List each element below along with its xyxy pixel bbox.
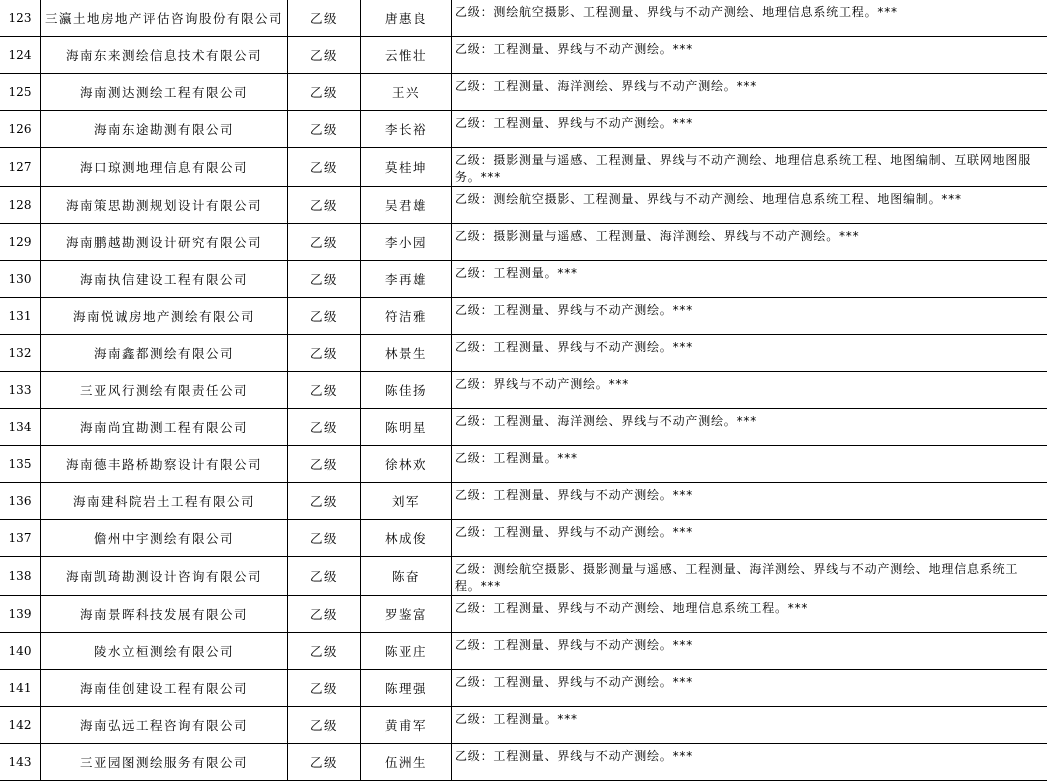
legal-representative-cell: 唐惠良 bbox=[361, 0, 452, 37]
grade-cell: 乙级 bbox=[288, 298, 361, 335]
grade-cell: 乙级 bbox=[288, 557, 361, 596]
row-number-cell: 130 bbox=[0, 261, 41, 298]
company-name-cell: 儋州中宇测绘有限公司 bbox=[41, 520, 288, 557]
row-number-cell: 126 bbox=[0, 111, 41, 148]
legal-representative-cell: 符洁雅 bbox=[361, 298, 452, 335]
table-row bbox=[0, 224, 1047, 261]
grade-cell: 乙级 bbox=[288, 483, 361, 520]
company-name-cell: 海南佳创建设工程有限公司 bbox=[41, 670, 288, 707]
table-row bbox=[0, 372, 1047, 409]
legal-representative-cell: 王兴 bbox=[361, 74, 452, 111]
company-name-cell: 海南鹏越勘测设计研究有限公司 bbox=[41, 224, 288, 261]
company-name-cell: 海南尚宜勘测工程有限公司 bbox=[41, 409, 288, 446]
table-row bbox=[0, 409, 1047, 446]
grade-cell: 乙级 bbox=[288, 707, 361, 744]
company-name-cell: 海南测达测绘工程有限公司 bbox=[41, 74, 288, 111]
business-scope-cell: 乙级：工程测量、海洋测绘、界线与不动产测绘。*** bbox=[452, 409, 1047, 446]
business-scope-cell: 乙级：工程测量、界线与不动产测绘。*** bbox=[452, 520, 1047, 557]
legal-representative-cell: 陈佳扬 bbox=[361, 372, 452, 409]
table-row bbox=[0, 111, 1047, 148]
company-name-cell: 三瀛土地房地产评估咨询股份有限公司 bbox=[41, 0, 288, 37]
company-name-cell: 三亚园图测绘服务有限公司 bbox=[41, 744, 288, 781]
legal-representative-cell: 陈奋 bbox=[361, 557, 452, 596]
business-scope-cell: 乙级：工程测量、界线与不动产测绘。*** bbox=[452, 37, 1047, 74]
company-name-cell: 海南策思勘测规划设计有限公司 bbox=[41, 187, 288, 224]
grade-cell: 乙级 bbox=[288, 37, 361, 74]
row-number-cell: 125 bbox=[0, 74, 41, 111]
row-number-cell: 131 bbox=[0, 298, 41, 335]
company-name-cell: 海南东途勘测有限公司 bbox=[41, 111, 288, 148]
legal-representative-cell: 陈理强 bbox=[361, 670, 452, 707]
grade-cell: 乙级 bbox=[288, 372, 361, 409]
business-scope-cell: 乙级：工程测量。*** bbox=[452, 261, 1047, 298]
table-row bbox=[0, 0, 1047, 37]
table-row bbox=[0, 520, 1047, 557]
legal-representative-cell: 罗鉴富 bbox=[361, 596, 452, 633]
row-number-cell: 143 bbox=[0, 744, 41, 781]
legal-representative-cell: 林景生 bbox=[361, 335, 452, 372]
grade-cell: 乙级 bbox=[288, 74, 361, 111]
grade-cell: 乙级 bbox=[288, 446, 361, 483]
grade-cell: 乙级 bbox=[288, 335, 361, 372]
business-scope-cell: 乙级：工程测量、界线与不动产测绘。*** bbox=[452, 483, 1047, 520]
business-scope-cell: 乙级：摄影测量与遥感、工程测量、界线与不动产测绘、地理信息系统工程、地图编制、互联网地图服务。*** bbox=[452, 148, 1047, 187]
company-name-cell: 海南德丰路桥勘察设计有限公司 bbox=[41, 446, 288, 483]
company-name-cell: 海南建科院岩土工程有限公司 bbox=[41, 483, 288, 520]
table-row bbox=[0, 298, 1047, 335]
business-scope-cell: 乙级：界线与不动产测绘。*** bbox=[452, 372, 1047, 409]
grade-cell: 乙级 bbox=[288, 111, 361, 148]
legal-representative-cell: 陈明星 bbox=[361, 409, 452, 446]
row-number-cell: 134 bbox=[0, 409, 41, 446]
business-scope-cell: 乙级：摄影测量与遥感、工程测量、海洋测绘、界线与不动产测绘。*** bbox=[452, 224, 1047, 261]
company-name-cell: 海南执信建设工程有限公司 bbox=[41, 261, 288, 298]
grade-cell: 乙级 bbox=[288, 0, 361, 37]
table-row bbox=[0, 74, 1047, 111]
row-number-cell: 137 bbox=[0, 520, 41, 557]
business-scope-cell: 乙级：工程测量、界线与不动产测绘。*** bbox=[452, 633, 1047, 670]
legal-representative-cell: 陈亚庄 bbox=[361, 633, 452, 670]
table-row bbox=[0, 633, 1047, 670]
business-scope-cell: 乙级：工程测量、界线与不动产测绘。*** bbox=[452, 670, 1047, 707]
grade-cell: 乙级 bbox=[288, 224, 361, 261]
company-name-cell: 海南景晖科技发展有限公司 bbox=[41, 596, 288, 633]
grade-cell: 乙级 bbox=[288, 187, 361, 224]
row-number-cell: 141 bbox=[0, 670, 41, 707]
row-number-cell: 129 bbox=[0, 224, 41, 261]
company-name-cell: 海南凯琦勘测设计咨询有限公司 bbox=[41, 557, 288, 596]
table-row bbox=[0, 483, 1047, 520]
row-number-cell: 133 bbox=[0, 372, 41, 409]
legal-representative-cell: 吴君雄 bbox=[361, 187, 452, 224]
row-number-cell: 123 bbox=[0, 0, 41, 37]
legal-representative-cell: 徐林欢 bbox=[361, 446, 452, 483]
legal-representative-cell: 李再雄 bbox=[361, 261, 452, 298]
table-row bbox=[0, 670, 1047, 707]
row-number-cell: 128 bbox=[0, 187, 41, 224]
row-number-cell: 140 bbox=[0, 633, 41, 670]
row-number-cell: 124 bbox=[0, 37, 41, 74]
table-row bbox=[0, 446, 1047, 483]
business-scope-cell: 乙级：工程测量。*** bbox=[452, 446, 1047, 483]
row-number-cell: 132 bbox=[0, 335, 41, 372]
business-scope-cell: 乙级：测绘航空摄影、工程测量、界线与不动产测绘、地理信息系统工程、地图编制。*** bbox=[452, 187, 1047, 224]
row-number-cell: 138 bbox=[0, 557, 41, 596]
table-row bbox=[0, 148, 1047, 187]
legal-representative-cell: 林成俊 bbox=[361, 520, 452, 557]
business-scope-cell: 乙级：工程测量。*** bbox=[452, 707, 1047, 744]
legal-representative-cell: 云惟壮 bbox=[361, 37, 452, 74]
grade-cell: 乙级 bbox=[288, 261, 361, 298]
row-number-cell: 142 bbox=[0, 707, 41, 744]
business-scope-cell: 乙级：工程测量、界线与不动产测绘。*** bbox=[452, 111, 1047, 148]
company-name-cell: 海南悦诚房地产测绘有限公司 bbox=[41, 298, 288, 335]
table-row bbox=[0, 596, 1047, 633]
table-row bbox=[0, 707, 1047, 744]
grade-cell: 乙级 bbox=[288, 520, 361, 557]
grade-cell: 乙级 bbox=[288, 596, 361, 633]
row-number-cell: 127 bbox=[0, 148, 41, 187]
company-name-cell: 三亚风行测绘有限责任公司 bbox=[41, 372, 288, 409]
company-name-cell: 海南弘远工程咨询有限公司 bbox=[41, 707, 288, 744]
legal-representative-cell: 伍洲生 bbox=[361, 744, 452, 781]
grade-cell: 乙级 bbox=[288, 148, 361, 187]
business-scope-cell: 乙级：工程测量、界线与不动产测绘。*** bbox=[452, 744, 1047, 781]
table-row bbox=[0, 261, 1047, 298]
table-row bbox=[0, 335, 1047, 372]
row-number-cell: 135 bbox=[0, 446, 41, 483]
business-scope-cell: 乙级：测绘航空摄影、摄影测量与遥感、工程测量、海洋测绘、界线与不动产测绘、地理信息系统工程。*** bbox=[452, 557, 1047, 596]
table-row bbox=[0, 744, 1047, 781]
business-scope-cell: 乙级：工程测量、界线与不动产测绘、地理信息系统工程。*** bbox=[452, 596, 1047, 633]
row-number-cell: 136 bbox=[0, 483, 41, 520]
table-row bbox=[0, 557, 1047, 596]
table-row bbox=[0, 37, 1047, 74]
legal-representative-cell: 刘军 bbox=[361, 483, 452, 520]
row-number-cell: 139 bbox=[0, 596, 41, 633]
grade-cell: 乙级 bbox=[288, 633, 361, 670]
legal-representative-cell: 黄甫军 bbox=[361, 707, 452, 744]
company-name-cell: 陵水立桓测绘有限公司 bbox=[41, 633, 288, 670]
business-scope-cell: 乙级：工程测量、界线与不动产测绘。*** bbox=[452, 298, 1047, 335]
legal-representative-cell: 莫桂坤 bbox=[361, 148, 452, 187]
company-name-cell: 海南东来测绘信息技术有限公司 bbox=[41, 37, 288, 74]
business-scope-cell: 乙级：工程测量、界线与不动产测绘。*** bbox=[452, 335, 1047, 372]
business-scope-cell: 乙级：工程测量、海洋测绘、界线与不动产测绘。*** bbox=[452, 74, 1047, 111]
legal-representative-cell: 李长裕 bbox=[361, 111, 452, 148]
legal-representative-cell: 李小园 bbox=[361, 224, 452, 261]
grade-cell: 乙级 bbox=[288, 744, 361, 781]
grade-cell: 乙级 bbox=[288, 670, 361, 707]
table-row bbox=[0, 187, 1047, 224]
company-name-cell: 海南鑫都测绘有限公司 bbox=[41, 335, 288, 372]
company-name-cell: 海口琼测地理信息有限公司 bbox=[41, 148, 288, 187]
business-scope-cell: 乙级：测绘航空摄影、工程测量、界线与不动产测绘、地理信息系统工程。*** bbox=[452, 0, 1047, 37]
grade-cell: 乙级 bbox=[288, 409, 361, 446]
